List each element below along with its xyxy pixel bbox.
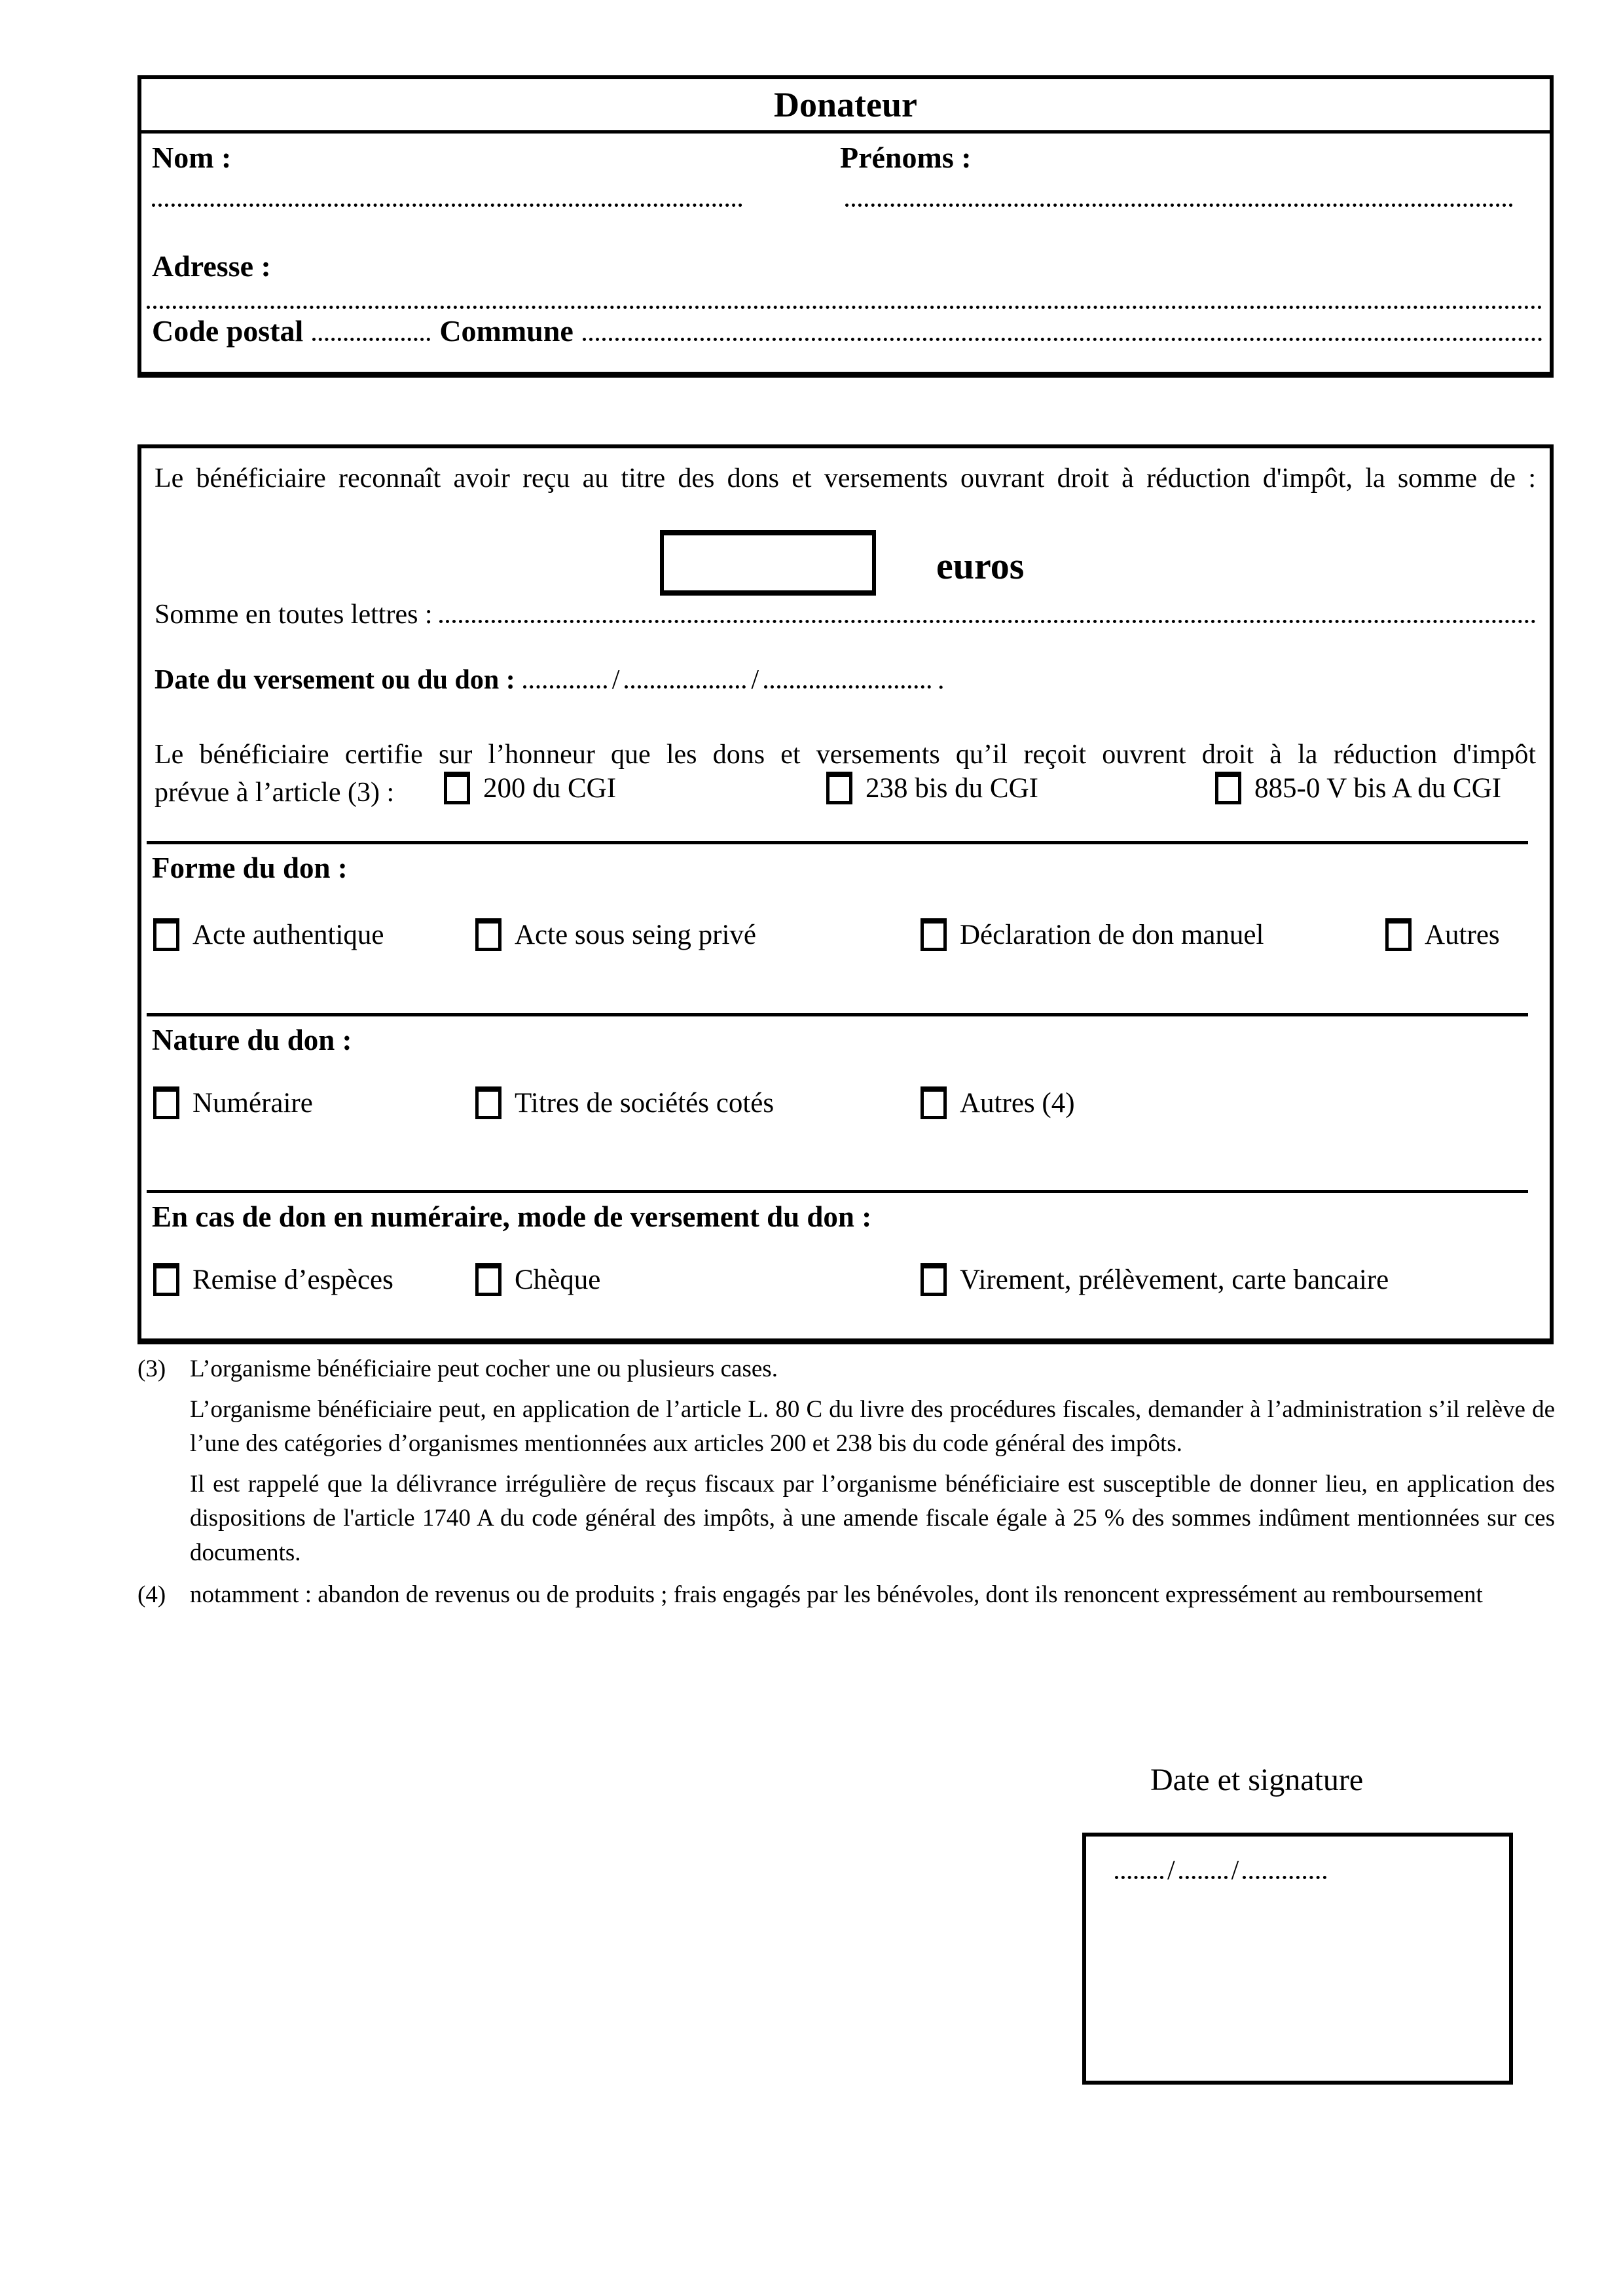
option-article-200	[444, 772, 616, 804]
forme-du-don-heading: Forme du don :	[152, 852, 348, 884]
footnote-4-body	[190, 1578, 1555, 1613]
somme-lettres-row	[155, 599, 1536, 630]
option-virement	[921, 1263, 1389, 1296]
option-acte-seing-prive	[475, 918, 756, 951]
option-forme-autres-label: Autres	[1425, 919, 1500, 950]
nom-fill-line[interactable]	[152, 184, 742, 207]
adresse-fill-line[interactable]	[147, 286, 1542, 309]
donor-box-header	[141, 79, 1550, 134]
option-cheque	[475, 1263, 600, 1296]
footnote-4	[137, 1578, 1555, 1613]
checkbox-declaration-don-manuel[interactable]	[921, 918, 947, 951]
checkbox-titres-societes[interactable]	[475, 1086, 501, 1119]
checkbox-forme-autres[interactable]	[1385, 918, 1412, 951]
option-article-885	[1215, 772, 1501, 804]
checkbox-numeraire[interactable]	[153, 1086, 179, 1119]
date-end-mark: .	[938, 665, 945, 695]
donor-box	[137, 75, 1554, 378]
signature-date-year-fill[interactable]	[1243, 1856, 1326, 1879]
option-declaration-don-manuel	[921, 918, 1264, 951]
certification-line2-prefix: prévue à l’article (3) :	[155, 778, 395, 808]
checkbox-acte-authentique[interactable]	[153, 918, 179, 951]
code-postal-fill-line[interactable]	[312, 318, 430, 341]
checkbox-acte-seing-prive[interactable]	[475, 918, 501, 951]
separator-nature	[147, 1013, 1528, 1016]
checkbox-cheque[interactable]	[475, 1263, 501, 1296]
date-year-fill[interactable]	[764, 666, 931, 689]
date-versement-label: Date du versement ou du don :	[155, 665, 515, 695]
footnote-3-body	[190, 1352, 1555, 1570]
commune-fill-line[interactable]	[583, 318, 1542, 341]
option-cheque-label: Chèque	[515, 1264, 601, 1295]
certification-line2	[141, 772, 1549, 817]
option-article-238bis	[826, 772, 1038, 804]
signature-area[interactable]	[1082, 1833, 1513, 2085]
receipt-box	[137, 444, 1554, 1344]
adresse-label: Adresse :	[152, 249, 271, 283]
option-forme-autres	[1385, 918, 1500, 951]
signature-date-slash-1: /	[1167, 1856, 1175, 1886]
signature-date-row	[1115, 1855, 1326, 1886]
option-titres-societes	[475, 1086, 774, 1119]
date-versement-row	[155, 664, 945, 696]
date-month-fill[interactable]	[625, 666, 746, 689]
footnote-3-paragraph-2: L’organisme bénéficiaire peut, en application de l’article L. 80 C du livre des procédures fiscales, demander à l’administration s’il relève de l’une des catégories d’organismes mentionnées aux articles 200 et 238 bis du code général des impôts.	[190, 1395, 1555, 1458]
certification-line1: Le bénéficiaire certifie sur l’honneur que les dons et versements qu’il reçoit ouvrent droit à la réduction d'impôt	[155, 740, 1536, 770]
amount-field[interactable]	[660, 530, 876, 596]
option-numeraire-label: Numéraire	[192, 1087, 313, 1119]
option-nature-autres-label: Autres (4)	[960, 1087, 1075, 1119]
footnote-3-paragraph-3: Il est rappelé que la délivrance irrégulière de reçus fiscaux par l’organisme bénéficiaire est susceptible de donner lieu, en application des dispositions de l'article 1740 A du code général des impôts, à une amende fiscale égale à 25 % des sommes indûment mentionnées sur ces documents.	[190, 1470, 1555, 1566]
option-acte-authentique-label: Acte authentique	[192, 919, 384, 950]
option-remise-especes	[153, 1263, 393, 1296]
somme-lettres-label: Somme en toutes lettres :	[155, 600, 433, 630]
option-virement-label: Virement, prélèvement, carte bancaire	[960, 1264, 1389, 1295]
date-day-fill[interactable]	[523, 666, 607, 689]
nom-label: Nom :	[152, 141, 232, 174]
option-numeraire	[153, 1086, 313, 1119]
prenoms-label: Prénoms :	[840, 141, 972, 174]
code-postal-label: Code postal	[152, 314, 304, 348]
footnote-3-paragraph-1: L’organisme bénéficiaire peut cocher une ou plusieurs cases.	[190, 1355, 778, 1382]
option-acte-authentique	[153, 918, 384, 951]
commune-label: Commune	[439, 314, 574, 348]
option-article-200-label: 200 du CGI	[483, 772, 617, 804]
footnotes	[137, 1352, 1555, 1613]
checkbox-nature-autres[interactable]	[921, 1086, 947, 1119]
signature-date-slash-2: /	[1231, 1856, 1239, 1886]
option-declaration-don-manuel-label: Déclaration de don manuel	[960, 919, 1264, 950]
option-nature-autres	[921, 1086, 1075, 1119]
checkbox-remise-especes[interactable]	[153, 1263, 179, 1296]
footnote-3-number: (3)	[137, 1355, 166, 1382]
signature-date-month-fill[interactable]	[1179, 1856, 1228, 1879]
footnote-4-paragraph-1: notamment : abandon de revenus ou de produits ; frais engagés par les bénévoles, dont ils renoncent expressément au remboursement	[190, 1581, 1483, 1609]
checkbox-virement[interactable]	[921, 1263, 947, 1296]
option-acte-seing-prive-label: Acte sous seing privé	[515, 919, 757, 950]
date-slash-1: /	[611, 665, 620, 695]
option-remise-especes-label: Remise d’espèces	[192, 1264, 393, 1295]
prenoms-fill-line[interactable]	[845, 184, 1513, 207]
checkbox-article-885[interactable]	[1215, 772, 1241, 804]
separator-mode-versement	[147, 1190, 1528, 1193]
checkbox-article-238bis[interactable]	[826, 772, 852, 804]
option-article-238bis-label: 238 bis du CGI	[866, 772, 1038, 804]
separator-forme	[147, 841, 1528, 844]
date-slash-2: /	[751, 665, 759, 695]
mode-versement-heading: En cas de don en numéraire, mode de versement du don :	[152, 1200, 872, 1233]
nature-du-don-heading: Nature du don :	[152, 1024, 352, 1056]
option-titres-societes-label: Titres de sociétés cotés	[515, 1087, 775, 1119]
option-article-885-label: 885-0 V bis A du CGI	[1254, 772, 1502, 804]
donor-box-title: Donateur	[774, 85, 917, 124]
code-postal-commune-row	[152, 314, 1542, 348]
euros-label: euros	[936, 545, 1025, 587]
receipt-intro-line: Le bénéficiaire reconnaît avoir reçu au titre des dons et versements ouvrant droit à réduction d'impôt, la somme de :	[155, 463, 1536, 493]
footnote-4-number: (4)	[137, 1581, 166, 1609]
somme-lettres-fill-line[interactable]	[439, 600, 1536, 623]
checkbox-article-200[interactable]	[444, 772, 470, 804]
footnote-3	[137, 1352, 1555, 1570]
date-signature-label: Date et signature	[1150, 1763, 1364, 1797]
signature-date-day-fill[interactable]	[1115, 1856, 1163, 1879]
